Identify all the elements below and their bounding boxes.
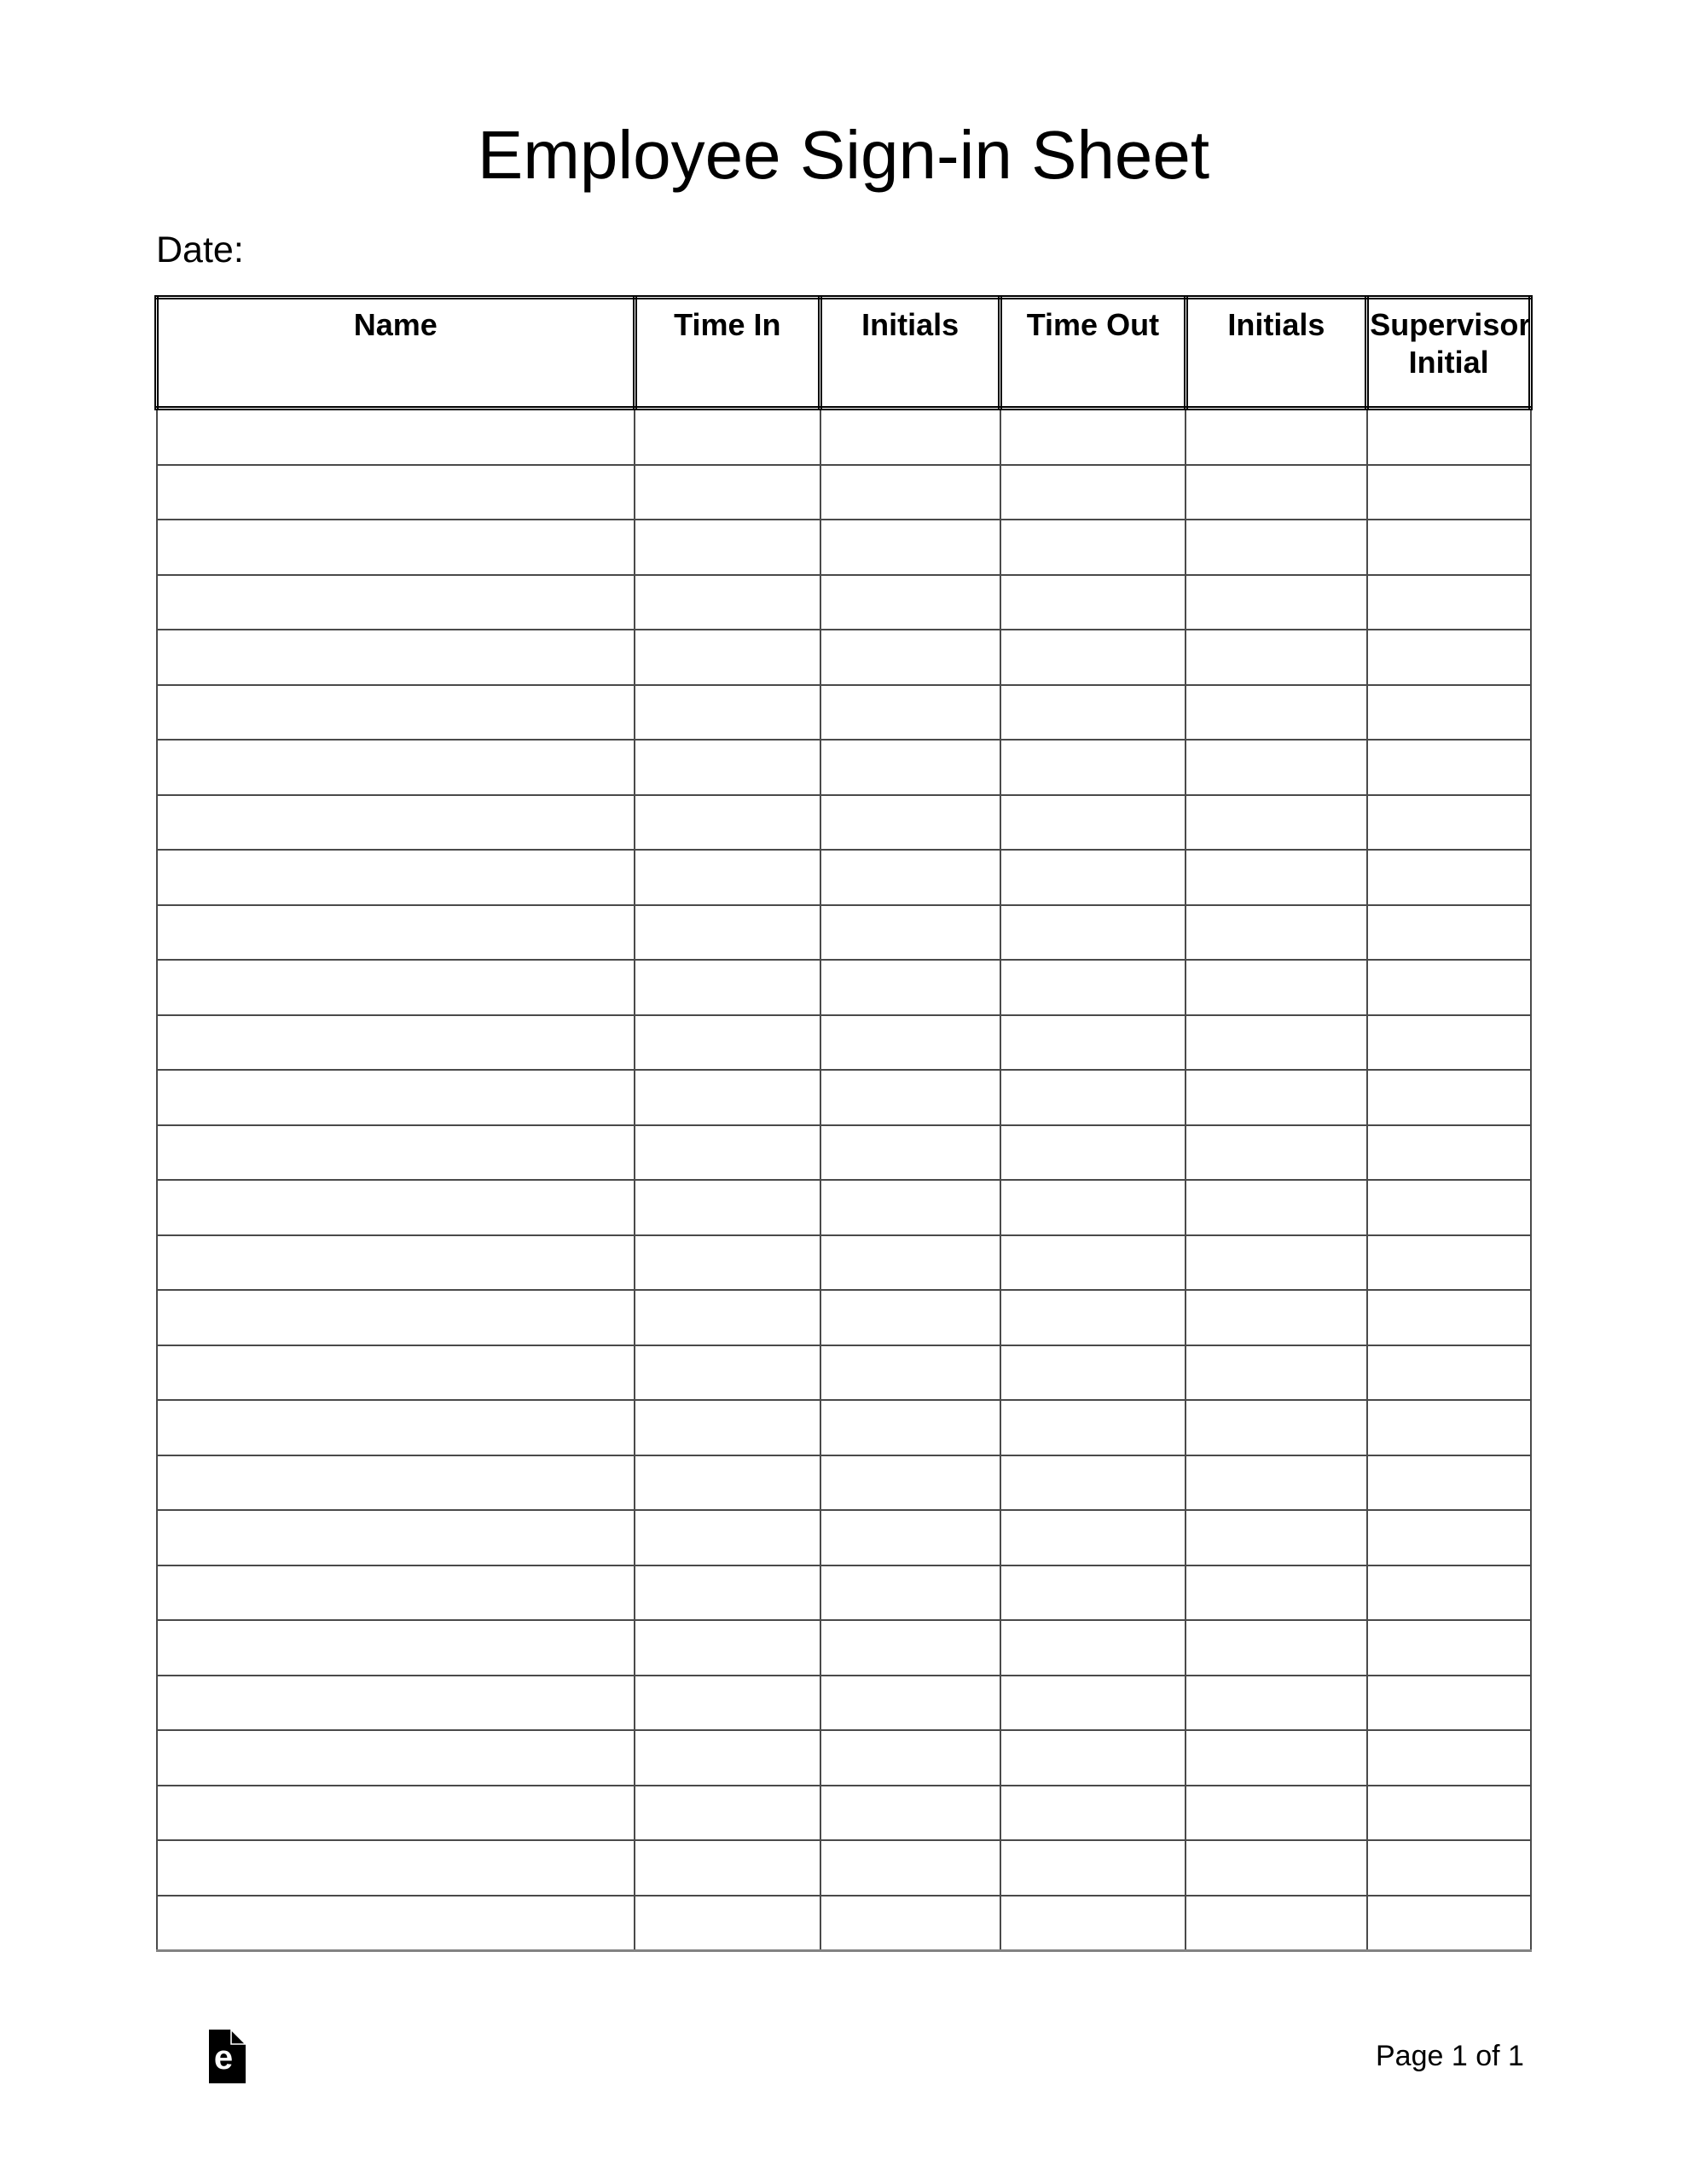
table-cell (820, 630, 1000, 685)
table-cell (157, 795, 635, 851)
table-cell (1367, 1455, 1531, 1511)
table-cell (1000, 520, 1186, 575)
table-cell (1367, 1180, 1531, 1235)
table-cell (1367, 905, 1531, 961)
table-cell (1186, 1730, 1367, 1786)
table-cell (1000, 1070, 1186, 1125)
table-cell (820, 1455, 1000, 1511)
table-cell (820, 1730, 1000, 1786)
table-cell (820, 1400, 1000, 1455)
table-cell (1000, 1290, 1186, 1345)
table-cell (1186, 1015, 1367, 1071)
table-cell (820, 1180, 1000, 1235)
table-row (157, 1400, 1531, 1455)
table-cell (1367, 850, 1531, 905)
table-cell (1000, 630, 1186, 685)
table-body (157, 409, 1531, 1951)
table-row (157, 1070, 1531, 1125)
table-cell (1367, 465, 1531, 520)
table-cell (1186, 1180, 1367, 1235)
table-cell (157, 740, 635, 795)
column-header: Supervisor Initial (1367, 298, 1531, 409)
table-cell (1186, 1840, 1367, 1896)
table-row (157, 1125, 1531, 1181)
table-cell (635, 1510, 820, 1565)
table-cell (635, 1455, 820, 1511)
table-cell (820, 409, 1000, 465)
table-cell (1000, 465, 1186, 520)
column-header: Initials (1186, 298, 1367, 409)
table-cell (820, 1565, 1000, 1621)
table-cell (1186, 465, 1367, 520)
table-row (157, 1510, 1531, 1565)
table-cell (157, 1400, 635, 1455)
table-cell (1367, 960, 1531, 1015)
table-cell (157, 905, 635, 961)
table-cell (157, 1730, 635, 1786)
table-cell (1367, 630, 1531, 685)
column-header: Name (157, 298, 635, 409)
table-cell (820, 465, 1000, 520)
header-row (157, 298, 1531, 409)
table-cell (1000, 1676, 1186, 1731)
table-cell (635, 1070, 820, 1125)
table-cell (1000, 740, 1186, 795)
column-header: Time In (635, 298, 820, 409)
table-cell (1367, 409, 1531, 465)
table-cell (1000, 1180, 1186, 1235)
table-cell (635, 1015, 820, 1071)
table-cell (157, 1840, 635, 1896)
table-cell (157, 960, 635, 1015)
table-cell (1367, 1125, 1531, 1181)
table-cell (1000, 1620, 1186, 1676)
table-cell (1367, 1676, 1531, 1731)
table-cell (157, 1565, 635, 1621)
table-cell (820, 685, 1000, 741)
table-cell (635, 465, 820, 520)
table-cell (1186, 575, 1367, 630)
table-cell (1000, 795, 1186, 851)
page-title: Employee Sign-in Sheet (477, 117, 1210, 193)
table-cell (820, 1015, 1000, 1071)
table-cell (157, 1510, 635, 1565)
table-cell (1186, 1125, 1367, 1181)
table-cell (1367, 1235, 1531, 1291)
table-cell (820, 1070, 1000, 1125)
table-cell (157, 1290, 635, 1345)
table-cell (1000, 1786, 1186, 1841)
table-cell (1186, 1676, 1367, 1731)
table-cell (157, 630, 635, 685)
table-cell (157, 1786, 635, 1841)
table-cell (1000, 1015, 1186, 1071)
table-row (157, 1620, 1531, 1676)
table-cell (635, 795, 820, 851)
table-cell (157, 850, 635, 905)
table-row (157, 740, 1531, 795)
table-cell (1186, 1510, 1367, 1565)
table-cell (635, 1786, 820, 1841)
table-cell (1367, 1565, 1531, 1621)
table-cell (1000, 1400, 1186, 1455)
table-cell (1367, 1070, 1531, 1125)
table-cell (635, 1345, 820, 1401)
table-cell (157, 1345, 635, 1401)
table-row (157, 1730, 1531, 1786)
table-cell (1186, 1786, 1367, 1841)
table-cell (157, 1180, 635, 1235)
table-cell (157, 520, 635, 575)
table-cell (1367, 1786, 1531, 1841)
table-row (157, 1345, 1531, 1401)
table-cell (1186, 1455, 1367, 1511)
table-cell (635, 1896, 820, 1951)
table-cell (1186, 1235, 1367, 1291)
table-row (157, 409, 1531, 465)
table-cell (1186, 1620, 1367, 1676)
table-cell (1367, 740, 1531, 795)
table-cell (820, 1345, 1000, 1401)
table-cell (1367, 1015, 1531, 1071)
table-cell (1186, 795, 1367, 851)
table-cell (820, 960, 1000, 1015)
table-row (157, 1235, 1531, 1291)
table-cell (635, 575, 820, 630)
table-row (157, 1290, 1531, 1345)
table-cell (635, 409, 820, 465)
table-cell (1367, 1400, 1531, 1455)
table-cell (820, 1125, 1000, 1181)
table-cell (1186, 520, 1367, 575)
table-cell (1186, 1565, 1367, 1621)
table-cell (157, 685, 635, 741)
table-cell (1367, 520, 1531, 575)
table-cell (1000, 1840, 1186, 1896)
table-cell (1367, 685, 1531, 741)
table-cell (1367, 1620, 1531, 1676)
table-cell (1186, 409, 1367, 465)
table-cell (635, 685, 820, 741)
table-cell (1000, 1896, 1186, 1951)
eforms-logo document-icon (209, 2030, 246, 2083)
table-cell (820, 1290, 1000, 1345)
page-indicator: Page 1 of 1 (1376, 2040, 1524, 2072)
table-cell (635, 630, 820, 685)
table-cell (1367, 795, 1531, 851)
table-row (157, 520, 1531, 575)
table-cell (820, 1510, 1000, 1565)
table-cell (157, 1896, 635, 1951)
table-cell (820, 1896, 1000, 1951)
table-row (157, 1015, 1531, 1071)
table-row (157, 1676, 1531, 1731)
table-cell (635, 1235, 820, 1291)
table-cell (1367, 1896, 1531, 1951)
table-cell (635, 1400, 820, 1455)
table-cell (820, 575, 1000, 630)
table-cell (820, 740, 1000, 795)
table-row (157, 850, 1531, 905)
column-header: Initials (820, 298, 1000, 409)
table-cell (1186, 1345, 1367, 1401)
table-row (157, 685, 1531, 741)
table-cell (820, 1676, 1000, 1731)
column-header: Time Out (1000, 298, 1186, 409)
table-cell (635, 1290, 820, 1345)
table-cell (1000, 850, 1186, 905)
table-cell (157, 1015, 635, 1071)
table-cell (1367, 1510, 1531, 1565)
table-cell (1186, 1070, 1367, 1125)
table-cell (1367, 1345, 1531, 1401)
table-cell (1186, 630, 1367, 685)
table-cell (820, 795, 1000, 851)
table-cell (1000, 685, 1186, 741)
table-cell (1000, 1455, 1186, 1511)
table-cell (635, 850, 820, 905)
table-row (157, 1840, 1531, 1896)
table-cell (1186, 685, 1367, 741)
table-cell (1000, 1730, 1186, 1786)
table-row (157, 1896, 1531, 1951)
table-cell (635, 1565, 820, 1621)
table-cell (1000, 575, 1186, 630)
table-cell (157, 465, 635, 520)
table-cell (635, 1180, 820, 1235)
table-cell (635, 740, 820, 795)
table-cell (820, 850, 1000, 905)
signin-table-container (154, 295, 1533, 1952)
logo-letter: e (213, 2039, 234, 2077)
table-cell (157, 575, 635, 630)
table-cell (1000, 409, 1186, 465)
table-row (157, 575, 1531, 630)
table-cell (820, 905, 1000, 961)
table-cell (635, 905, 820, 961)
table-cell (1000, 905, 1186, 961)
table-cell (1186, 905, 1367, 961)
table-row (157, 1180, 1531, 1235)
table-cell (635, 1840, 820, 1896)
table-cell (1186, 850, 1367, 905)
table-cell (157, 1235, 635, 1291)
table-cell (1186, 1896, 1367, 1951)
table-cell (1000, 1565, 1186, 1621)
table-row (157, 960, 1531, 1015)
table-cell (820, 1620, 1000, 1676)
table-cell (1367, 1290, 1531, 1345)
table-cell (820, 520, 1000, 575)
table-cell (635, 520, 820, 575)
date-label: Date: (156, 229, 244, 270)
table-cell (1367, 1840, 1531, 1896)
table-cell (635, 1125, 820, 1181)
signin-table (154, 295, 1533, 1952)
table-row (157, 1565, 1531, 1621)
table-cell (1186, 960, 1367, 1015)
table-row (157, 795, 1531, 851)
table-cell (635, 1676, 820, 1731)
table-cell (1000, 960, 1186, 1015)
table-cell (820, 1235, 1000, 1291)
table-cell (635, 960, 820, 1015)
table-cell (820, 1840, 1000, 1896)
table-cell (820, 1786, 1000, 1841)
table-cell (157, 1676, 635, 1731)
table-row (157, 905, 1531, 961)
table-cell (635, 1730, 820, 1786)
table-cell (1367, 575, 1531, 630)
table-cell (157, 1620, 635, 1676)
table-cell (635, 1620, 820, 1676)
table-cell (1186, 740, 1367, 795)
table-row (157, 1455, 1531, 1511)
table-cell (157, 1125, 635, 1181)
table-cell (1367, 1730, 1531, 1786)
table-row (157, 1786, 1531, 1841)
table-row (157, 465, 1531, 520)
table-cell (157, 1070, 635, 1125)
table-cell (1000, 1235, 1186, 1291)
table-cell (1000, 1345, 1186, 1401)
table-row (157, 630, 1531, 685)
folded-corner (231, 2030, 246, 2044)
table-cell (1186, 1400, 1367, 1455)
table-cell (157, 1455, 635, 1511)
table-cell (1186, 1290, 1367, 1345)
table-cell (1000, 1125, 1186, 1181)
table-cell (157, 409, 635, 465)
table-cell (1000, 1510, 1186, 1565)
